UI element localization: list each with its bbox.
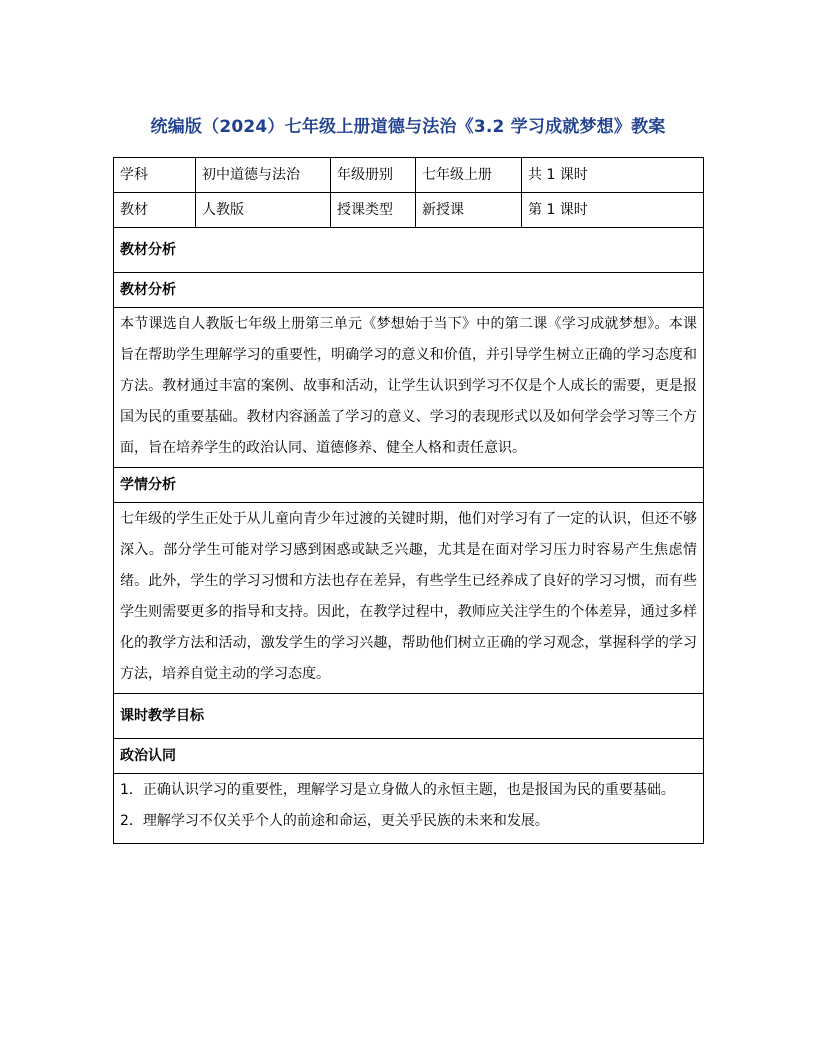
info-row-textbook (114, 193, 704, 228)
subhead-material-analysis: 教材分析 (114, 273, 704, 308)
lesson-plan-table (113, 157, 704, 844)
material-analysis-text: 本节课选自人教版七年级上册第三单元《梦想始于当下》中的第二课《学习成就梦想》。本课旨在帮助学生理解学习的重要性，明确学习的意义和价值，并引导学生树立正确的学习态度和方法。教材通过丰富的案例、故事和活动，让学生认识到学习不仅是个人成长的需要，更是报国为民的重要基础。教材内容涵盖了学习的意义、学习的表现形式以及如何学会学习等三个方面，旨在培养学生的政治认同、道德修养、健全人格和责任意识。 (114, 308, 704, 468)
grade-label: 年级册别 (331, 158, 416, 193)
info-row-subject (114, 158, 704, 193)
document-title: 统编版（2024）七年级上册道德与法治《3.2 学习成就梦想》教案 (150, 117, 666, 137)
current-period: 第 1 课时 (522, 193, 704, 228)
subject-label: 学科 (114, 158, 196, 193)
lesson-type-value: 新授课 (416, 193, 522, 228)
subhead-student-analysis: 学情分析 (114, 468, 704, 503)
subhead-political-identity: 政治认同 (114, 739, 704, 774)
subject-value: 初中道德与法治 (196, 158, 331, 193)
textbook-value: 人教版 (196, 193, 331, 228)
textbook-label: 教材 (114, 193, 196, 228)
total-periods: 共 1 课时 (522, 158, 704, 193)
objective-item-2: 2．理解学习不仅关乎个人的前途和命运，更关乎民族的未来和发展。 (120, 813, 549, 829)
section-heading-analysis: 教材分析 (114, 228, 704, 273)
lesson-type-label: 授课类型 (331, 193, 416, 228)
objectives-list (114, 774, 704, 844)
grade-value: 七年级上册 (416, 158, 522, 193)
section-heading-objectives: 课时教学目标 (114, 694, 704, 739)
student-analysis-text: 七年级的学生正处于从儿童向青少年过渡的关键时期，他们对学习有了一定的认识，但还不够深入。部分学生可能对学习感到困惑或缺乏兴趣，尤其是在面对学习压力时容易产生焦虑情绪。此外，学生的学习习惯和方法也存在差异，有些学生已经养成了良好的学习习惯，而有些学生则需要更多的指导和支持。因此，在教学过程中，教师应关注学生的个体差异，通过多样化的教学方法和活动，激发学生的学习兴趣，帮助他们树立正确的学习观念，掌握科学的学习方法，培养自觉主动的学习态度。 (114, 503, 704, 694)
objective-item-1: 1．正确认识学习的重要性，理解学习是立身做人的永恒主题，也是报国为民的重要基础。 (120, 782, 675, 798)
